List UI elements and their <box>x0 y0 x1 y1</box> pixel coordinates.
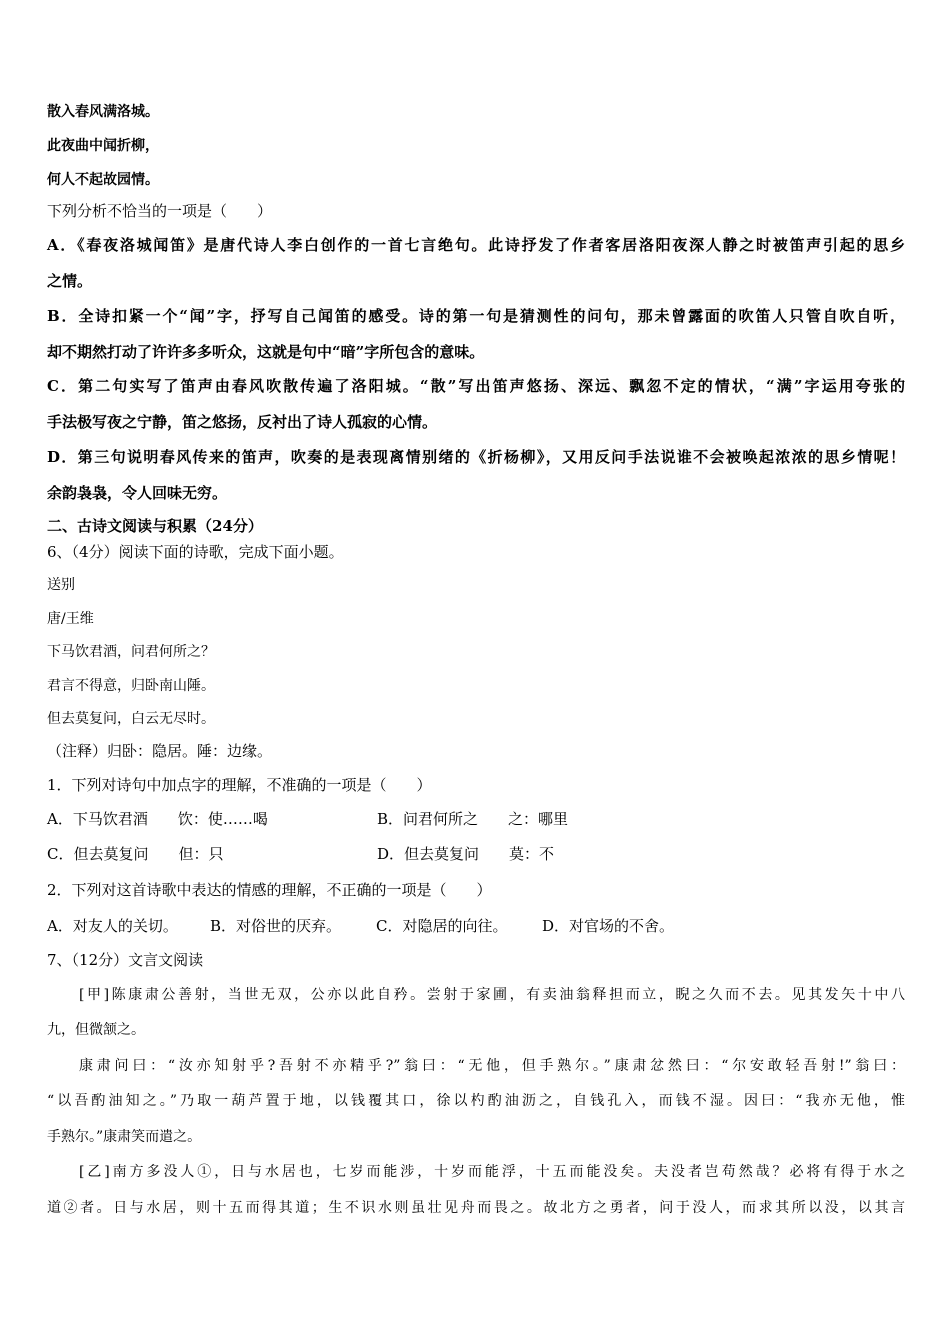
q6-sub1-option-c: C．但去莫复问 但：只 <box>47 845 224 863</box>
poem-line: 何人不起故园情。 <box>47 172 159 188</box>
q6-sub2-option-b: B．对俗世的厌弃。 <box>210 917 342 935</box>
q5-option-b: B．全诗扣紧一个“闻”字，抒写自己闻笛的感受。诗的第一句是猜测性的问句，那未曾露面的吹笛人只管自吹自听， <box>47 307 905 325</box>
q7-para-yi-cont: 道②者。日与水居，则十五而得其道；生不识水则虽壮见舟而畏之。故北方之勇者，问于没人，而求其所以没，以其言 <box>47 1200 905 1216</box>
q5-option-d-cont: 余韵袅袅，令人回味无穷。 <box>47 484 228 502</box>
q5-option-d: D．第三句说明春风传来的笛声，吹奏的是表现离情别绪的《折杨柳》，又用反问手法说谁不会被唤起浓浓的思乡情呢！ <box>47 448 905 466</box>
q7-intro: 7、（12分）文言文阅读 <box>47 951 204 969</box>
q6-poem-title: 送别 <box>47 577 75 593</box>
q5-option-b-cont: 却不期然打动了许许多多听众，这就是句中“暗”字所包含的意味。 <box>47 343 485 361</box>
q6-intro: 6、（4分）阅读下面的诗歌，完成下面小题。 <box>47 543 344 561</box>
q7-para-yi: [乙]南方多没人①，日与水居也，七岁而能涉，十岁而能浮，十五而能没矣。夫没者岂苟然哉？必将有得于水之 <box>79 1164 905 1180</box>
q6-sub1-question: 1．下列对诗句中加点字的理解，不准确的一项是（ ） <box>47 776 432 794</box>
q7-para-jia-cont: 九，但微颔之。 <box>47 1022 145 1038</box>
q6-sub1-option-d: D．但去莫复问 莫：不 <box>377 845 555 863</box>
section-heading: 二、古诗文阅读与积累（24分） <box>47 517 263 535</box>
q5-option-c: C．第二句实写了笛声由春风吹散传遍了洛阳城。“散”写出笛声悠扬、深远、飘忽不定的情状，“满”字运用夸张的 <box>47 377 905 395</box>
q6-sub2-question: 2．下列对这首诗歌中表达的情感的理解，不正确的一项是（ ） <box>47 881 492 899</box>
q7-para-jia: [甲]陈康肃公善射，当世无双，公亦以此自矜。尝射于家圃，有卖油翁释担而立，睨之久而不去。见其发矢十中八 <box>79 987 905 1003</box>
q6-poem-line: 但去莫复问，白云无尽时。 <box>47 711 215 727</box>
q6-poem-author: 唐/王维 <box>47 611 94 627</box>
q5-option-c-cont: 手法极写夜之宁静，笛之悠扬，反衬出了诗人孤寂的心情。 <box>47 413 438 431</box>
q6-note: （注释）归卧：隐居。陲：边缘。 <box>47 742 273 760</box>
q5-question: 下列分析不恰当的一项是（ ） <box>47 202 273 220</box>
q7-para-2: 康肃问曰：“汝亦知射乎?吾射不亦精乎?”翁曰：“无他，但手熟尔。”康肃忿然曰：“尔安敢轻吾射!”翁曰： <box>79 1058 905 1074</box>
q5-option-a: A．《春夜洛城闻笛》是唐代诗人李白创作的一首七言绝句。此诗抒发了作者客居洛阳夜深人静之时被笛声引起的思乡 <box>47 236 905 254</box>
q6-sub2-option-c: C．对隐居的向往。 <box>376 917 508 935</box>
q6-sub1-option-a: A．下马饮君酒 饮：使……喝 <box>47 810 268 828</box>
q6-poem-line: 君言不得意，归卧南山陲。 <box>47 678 215 694</box>
q6-sub2-option-a: A．对友人的关切。 <box>47 917 178 935</box>
poem-line: 此夜曲中闻折柳， <box>47 138 159 154</box>
q6-poem-line: 下马饮君酒，问君何所之？ <box>47 644 215 660</box>
q6-sub2-option-d: D．对官场的不舍。 <box>542 917 675 935</box>
q7-para-2-end: 手熟尔。”康肃笑而遣之。 <box>47 1129 202 1145</box>
poem-line: 散入春风满洛城。 <box>47 104 159 120</box>
q7-para-2-cont: “以吾酌油知之。”乃取一葫芦置于地，以钱覆其口，徐以杓酌油沥之，自钱孔入，而钱不湿。因曰：“我亦无他，惟 <box>47 1093 905 1109</box>
q5-option-a-cont: 之情。 <box>47 272 93 290</box>
q6-sub1-option-b: B．问君何所之 之：哪里 <box>377 810 569 828</box>
